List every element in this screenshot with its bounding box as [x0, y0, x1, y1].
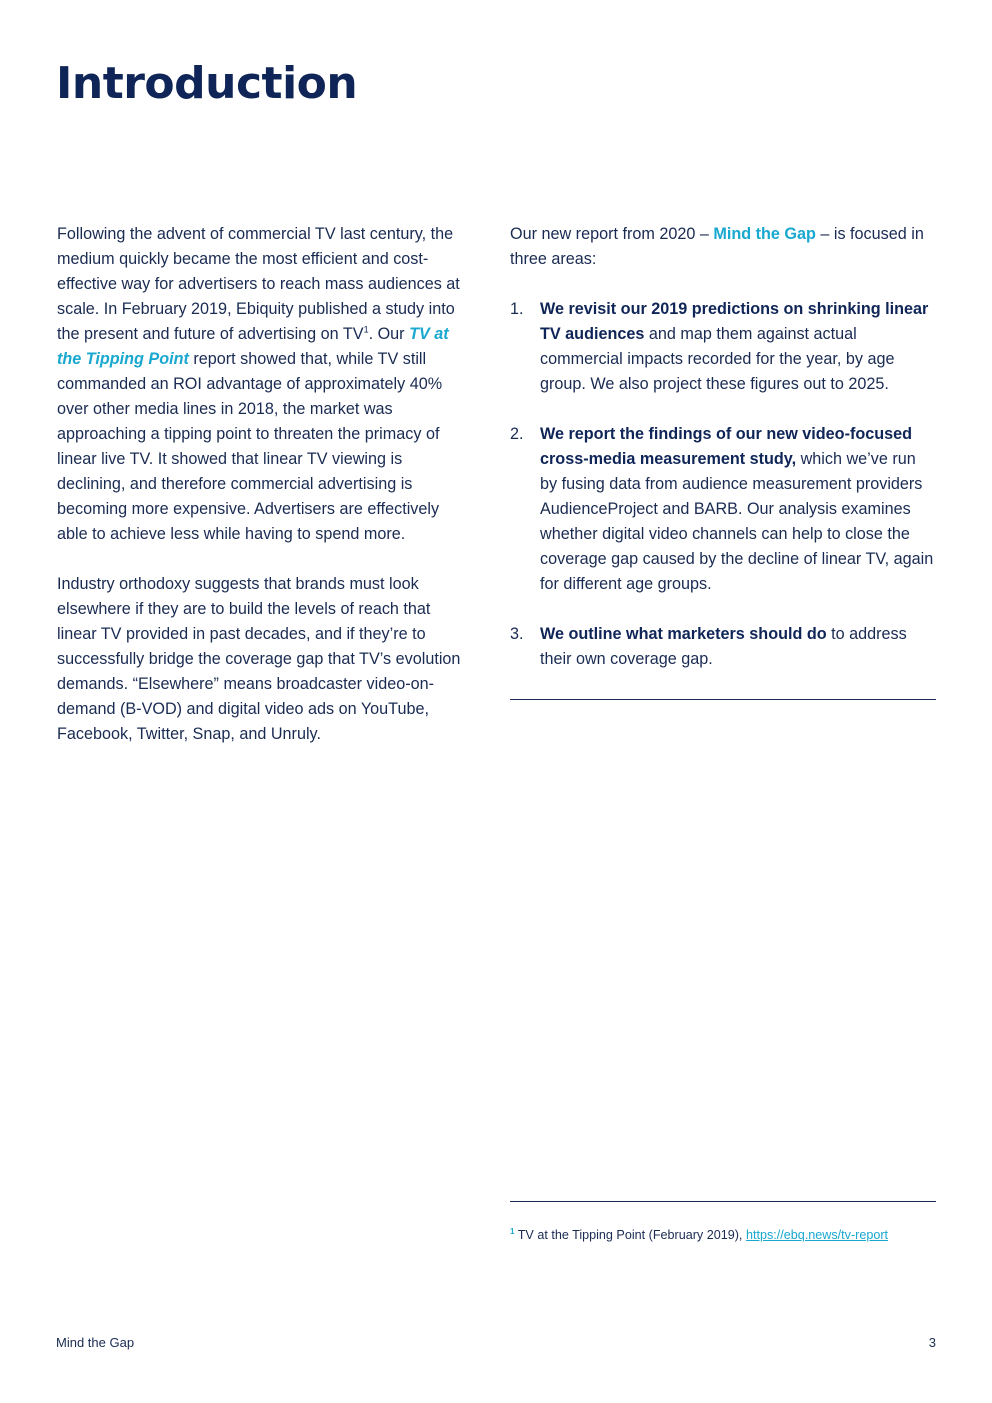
footnote-link[interactable]: https://ebq.news/tv-report	[745, 1228, 889, 1242]
list-item	[510, 622, 936, 672]
footnote-mark: 1	[510, 1226, 515, 1236]
footnote-text: TV at the Tipping Point (February 2019),	[514, 1228, 746, 1242]
right-column	[510, 222, 936, 672]
footer-publication-name: Mind the Gap	[56, 1335, 135, 1350]
intro-text-part-2: . Our	[368, 325, 410, 343]
footnote-reference[interactable]: 1	[363, 324, 369, 335]
footnote-divider	[510, 1201, 936, 1202]
report-name: Mind the Gap	[713, 225, 816, 243]
list-item-text: to address their own coverage gap.	[540, 625, 907, 668]
report-intro	[510, 222, 936, 272]
report-title-link[interactable]: TV at the Tipping Point	[57, 325, 449, 368]
report-intro-part-2: – is focused in three areas:	[510, 225, 924, 268]
focus-areas-list	[510, 297, 936, 672]
list-item-text: and map them against actual commercial impacts recorded for the year, by age group. We also project these figures out to 2025.	[540, 325, 895, 393]
list-item	[510, 422, 936, 597]
intro-text-part-3: report showed that, while TV still commanded an ROI advantage of approximately 40% over other media lines in 2018, the market was approaching a tipping point to threaten the primacy of linear live TV. It showed that linear TV viewing is declining, and therefore commercial advertising is becoming more expensive. Advertisers are effectively able to achieve less while having to spend more.	[57, 350, 443, 543]
intro-paragraph-2: Industry orthodoxy suggests that brands must look elsewhere if they are to build the levels of reach that linear TV provided in past decades, and if they’re to successfully bridge the coverage gap that TV’s evolution demands. “Elsewhere” means broadcaster video-on-demand (B-VOD) and digital video ads on YouTube, Facebook, Twitter, Snap, and Unruly.	[57, 575, 461, 743]
list-item-number: 1.	[510, 300, 524, 318]
page-number: 3	[928, 1335, 936, 1350]
list-item-number: 3.	[510, 625, 524, 643]
footnote	[510, 1226, 936, 1244]
page-title: Introduction	[56, 58, 358, 109]
list-item	[510, 297, 936, 397]
list-item-heading: We report the findings of our new video-focused cross-media measurement study,	[540, 425, 913, 468]
list-item-heading: We revisit our 2019 predictions on shrinking linear TV audiences	[540, 300, 929, 343]
list-item-number: 2.	[510, 425, 524, 443]
list-item-text: which we’ve run by fusing data from audience measurement providers AudienceProject and BARB. Our analysis examines whether digital video channels can help to close the coverage gap caused by the decline of linear TV, again for different age groups.	[540, 450, 934, 593]
intro-text-part-1: Following the advent of commercial TV last century, the medium quickly became the most efficient and cost-effective way for advertisers to reach mass audiences at scale. In February 2019, Ebiquity published a study into the present and future of advertising on TV	[57, 225, 460, 343]
report-intro-part-1: Our new report from 2020 –	[510, 225, 714, 243]
left-column	[57, 222, 462, 747]
list-item-heading: We outline what marketers should do	[540, 625, 827, 643]
section-divider	[510, 699, 936, 700]
intro-paragraph-1	[57, 222, 462, 547]
